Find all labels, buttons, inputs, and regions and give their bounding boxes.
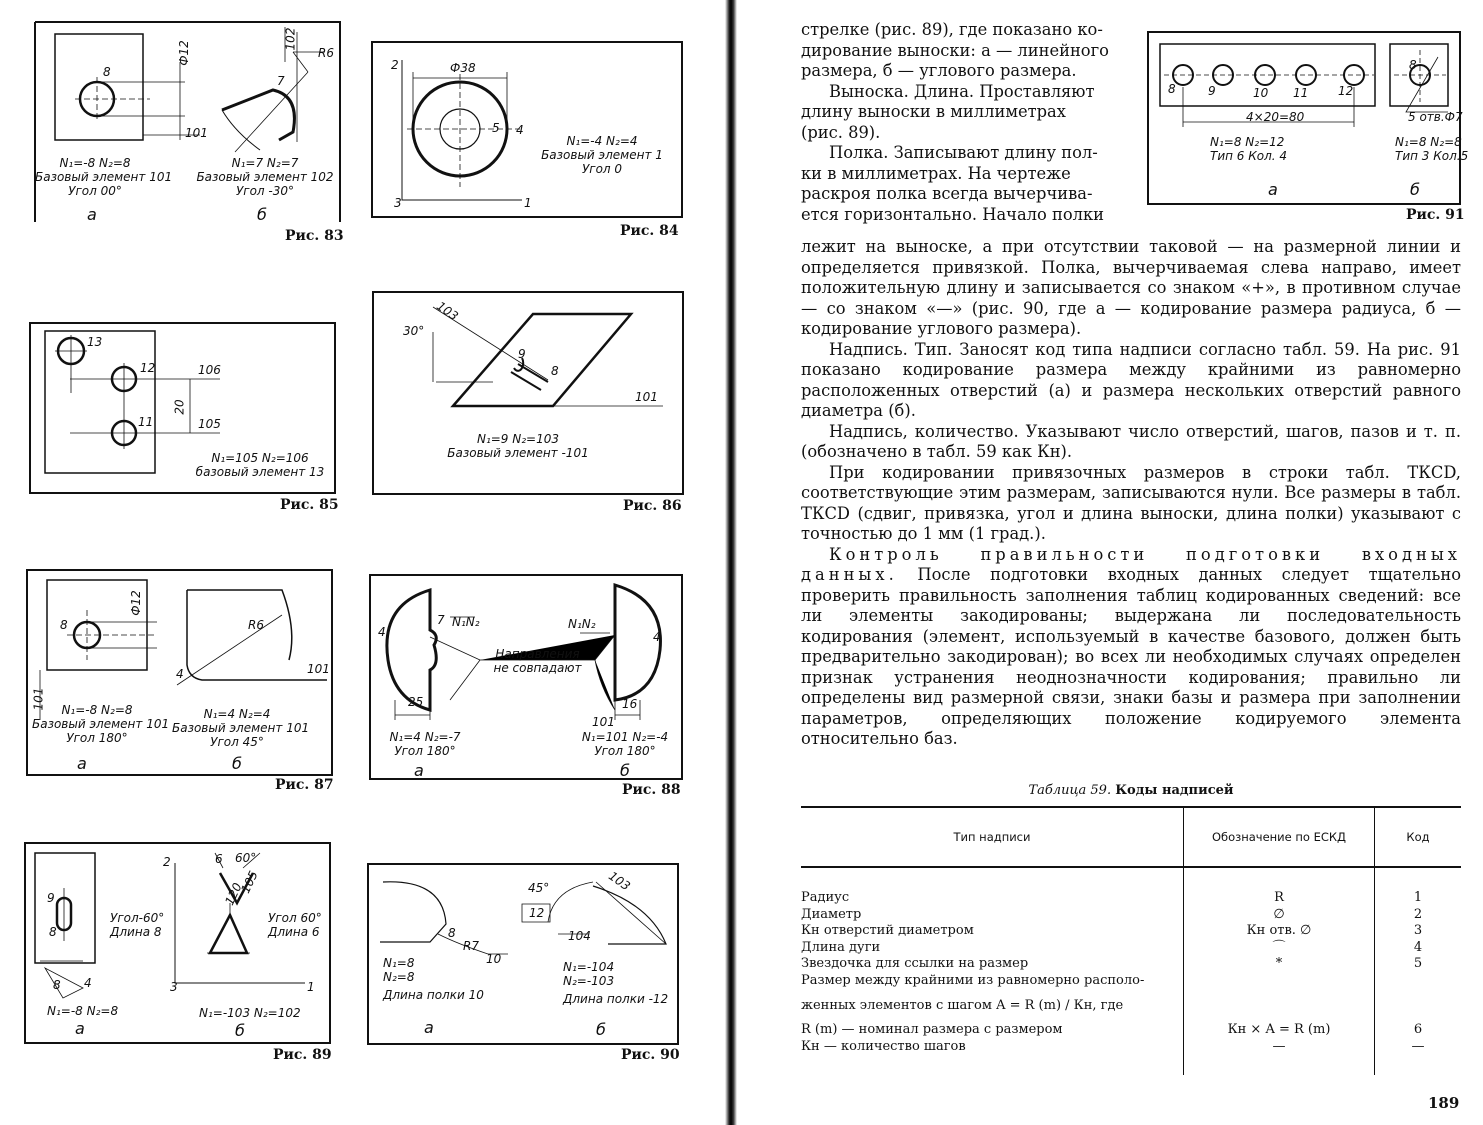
text-line: N₁=8 (383, 956, 415, 970)
figure-85 (30, 323, 342, 518)
dim-label: 4 (176, 667, 184, 681)
cell: Размер между крайними из равномерно располо- (801, 972, 1145, 988)
figure-84 (372, 42, 684, 242)
cell: 3 (1413, 923, 1423, 939)
section-heading: Контроль правильности подготовки входных данных. (801, 544, 1461, 584)
dim-label: 101 (185, 126, 208, 140)
cell: Радиус (801, 890, 850, 905)
cell: Кн отв. ∅ (1246, 923, 1312, 939)
wrapped-text-block (801, 20, 1131, 225)
figure-caption: Рис. 91 (1406, 207, 1465, 223)
text-line: ется горизонтально. Начало полки (801, 204, 1104, 224)
cell: женных элементов с шагом A = R (m) / Кн, где (801, 997, 1124, 1013)
cell: R (m) — номинал размера с размером (801, 1022, 1063, 1038)
dim-label: 7 (277, 74, 285, 88)
code-column (1375, 867, 1462, 1075)
figure-89-drawing (25, 843, 337, 1068)
dim-label: 8 (103, 65, 111, 79)
text-line: N₁=8 N₂=8 (1395, 135, 1462, 149)
figure-84-text (532, 134, 672, 176)
figure-89b-right (268, 911, 322, 939)
dim-label: 10 (486, 952, 502, 966)
cell: — (1272, 1038, 1286, 1054)
column-header: Тип надписи (801, 807, 1184, 867)
text-line: Угол-60° (110, 911, 165, 925)
sub-label-b: б (1410, 180, 1420, 199)
dim-label: 103 (434, 298, 461, 324)
dim-label: R7 (463, 939, 479, 953)
figure-89 (25, 843, 337, 1068)
dim-label: 105 (198, 417, 221, 431)
text-line: Полка. Записывают длину пол- (829, 143, 1098, 162)
text-line: размера, б — углового размера. (801, 61, 1077, 80)
table-title: Коды надписей (1115, 783, 1234, 798)
dim-label: 20 (172, 399, 187, 415)
cell: Диаметр (801, 906, 862, 922)
paragraph-kontrol-body: После подготовки входных данных следует тщательно проверить правильность заполнения таблиц кодированных сведений: все ли элементы закодированы; выдержана ли последовательность кодирования (элемент, используемый в качестве базового, должен быть предварительно закодирован); во всех ли необходимых случаях определен признак устранения неоднозначности кодирования; правильно ли определены вид размерной связи, знаки базы и размера при заполнении параметров, определяющих положение кодируемого элемента относительно баз. (801, 565, 1461, 748)
dim-label: 4×20=80 (1246, 110, 1305, 124)
text-line: Длина полки -12 (563, 992, 669, 1006)
dim-label: 101 (307, 662, 330, 676)
figure-88 (370, 575, 685, 800)
hole-label: 11 (1293, 86, 1309, 100)
text-line: Длина 6 (268, 925, 320, 939)
figure-89a-right (110, 911, 164, 939)
dim-label: 8 (49, 925, 57, 939)
hole-label: 10 (1253, 86, 1269, 100)
text-line: N₁=-8 N₂=8 (61, 703, 133, 717)
hole-label: 12 (1338, 84, 1354, 98)
text-line: Базовый элемент 102 (196, 170, 334, 184)
dim-label: 12 (529, 906, 545, 920)
figure-88a-caption (375, 730, 475, 758)
text-line: Угол 0 (581, 162, 623, 176)
text-line: Угол 180° (594, 744, 656, 758)
sub-label-a: а (1268, 180, 1278, 199)
dim-label: 8 (60, 618, 68, 632)
text-line: Базовый элемент 101 (172, 721, 310, 735)
dim-diameter: Ф12 (176, 40, 191, 66)
figure-87 (27, 570, 339, 800)
book-spine (725, 0, 737, 1125)
text-line: N₁=-8 N₂=8 (59, 156, 131, 170)
text-line: длину выноски в миллиметрах (801, 102, 1066, 121)
figure-89b-caption: N₁=-103 N₂=102 (199, 1006, 301, 1020)
type-column (801, 867, 1184, 1075)
text-line: N₁=7 N₂=7 (231, 156, 299, 170)
figure-90a-caption (383, 956, 484, 1002)
figure-90b-caption (563, 960, 668, 1006)
sub-label-a: а (87, 205, 97, 224)
figure-83a-caption (35, 156, 173, 198)
text-line: (рис. 89). (801, 122, 881, 142)
figure-caption: Рис. 87 (275, 777, 334, 793)
sub-label-b: б (257, 205, 267, 224)
text-line: ки в миллиметрах. На чертеже (801, 163, 1071, 183)
figure-caption: Рис. 88 (622, 782, 681, 798)
sub-label-a: а (75, 1019, 85, 1038)
sub-label-a: а (414, 761, 424, 780)
text-line: N₂=-103 (563, 974, 615, 988)
text-line: N₁=8 N₂=12 (1210, 135, 1285, 149)
text-line: N₁=9 N₂=103 (476, 432, 560, 446)
dim-label: 101 (592, 715, 615, 729)
figure-91 (1148, 32, 1469, 227)
cell: 4 (1413, 939, 1423, 955)
text-line: Направления (495, 647, 580, 661)
table-header-row (801, 807, 1461, 867)
dim-label: 103 (606, 868, 633, 894)
text-line: N₂=8 (383, 970, 415, 984)
cell: 6 (1413, 1022, 1423, 1038)
figure-86 (373, 292, 685, 520)
sub-label-a: а (77, 754, 87, 773)
dim-label: 106 (198, 363, 221, 377)
sub-label-b: б (596, 1020, 606, 1039)
codes-table (801, 806, 1461, 1075)
cell: Звездочка для ссылки на размер (801, 956, 1029, 972)
figure-87a-caption (32, 703, 170, 745)
hole-label: 8 (1168, 82, 1176, 96)
figure-89a-caption: N₁=-8 N₂=8 (47, 1004, 119, 1018)
text-line: не совпадают (493, 661, 582, 675)
dim-label: 120 (222, 880, 245, 908)
text-line: N₁=4 N₂=-7 (389, 730, 461, 744)
dim-label: 4 (84, 976, 92, 990)
sub-label-a: а (424, 1018, 434, 1037)
sub-label-b: б (620, 761, 630, 780)
dim-label: R6 (318, 46, 334, 60)
dim-label: 7 (437, 613, 445, 627)
paragraph-kontrol (801, 545, 1461, 750)
dim-label: R6 (248, 618, 264, 632)
page-number: 189 (1428, 1094, 1460, 1112)
dim-label: 5 отв.Ф7 (1408, 110, 1463, 124)
text-line: Угол -30° (235, 184, 295, 198)
column-header: Обозначение по ЕСКД (1184, 807, 1375, 867)
figure-87b-caption (172, 707, 310, 749)
dim-label: 4 (516, 123, 524, 137)
dim-label: 3 (394, 196, 402, 210)
hole-label: 8 (1409, 58, 1417, 72)
cell: Кн × A = R (m) (1227, 1022, 1331, 1038)
cell: * (1275, 956, 1283, 972)
cell: 1 (1413, 890, 1423, 905)
text-line: Длина 8 (110, 925, 162, 939)
figure-91b-caption (1395, 135, 1468, 163)
dim-label: 60° (235, 851, 257, 865)
dim-label: 104 (568, 929, 591, 943)
table-number: Таблица 59. (1028, 783, 1112, 798)
dim-label: 11 (138, 415, 154, 429)
cell: ∅ (1273, 906, 1285, 922)
paragraph-tip: Надпись. Тип. Заносят код типа надписи согласно табл. 59. На рис. 91 показано кодирование размера между крайними из равномерно расположенных отверстий (а) и размера нескольких отверстий равного диаметра (б). (801, 339, 1461, 420)
dim-label: 12 (140, 361, 156, 375)
text-line: N₁=4 N₂=4 (203, 707, 271, 721)
figure-caption: Рис. 85 (280, 497, 339, 513)
figure-caption: Рис. 90 (621, 1047, 680, 1063)
table-caption (801, 783, 1461, 798)
sub-label-b: б (235, 1021, 245, 1040)
paragraph-polka: лежит на выноске, а при отсутствии таковой — на размерной линии и определяется привязкой. Полка, вычерчиваемая слева направо, имеет положительную длину и записывается со знаком «+», в противном случае — со знаком «—» (рис. 90, где а — кодирование размера радиуса, б — кодирование углового размера). (801, 237, 1461, 338)
text-line: стрелке (рис. 89), где показано ко- (801, 20, 1103, 39)
text-line: Базовый элемент 101 (35, 170, 173, 184)
text-line: N₁=105 N₂=106 (211, 451, 309, 465)
dim-label: 8 (448, 926, 456, 940)
dim-diameter: Ф12 (128, 590, 143, 616)
dim-label: 4 (653, 630, 661, 644)
dim-label: N₁N₂ (568, 617, 596, 631)
figure-85-text (190, 451, 330, 479)
cell: ⌒ (1272, 939, 1286, 955)
dim-label: 101 (635, 390, 658, 404)
text-line: Угол 00° (68, 184, 122, 198)
text-line: Выноска. Длина. Проставляют (829, 81, 1095, 101)
dim-label: 25 (408, 695, 424, 709)
symbol-column (1184, 867, 1375, 1075)
dim-label: 8 (53, 978, 61, 992)
figure-caption: Рис. 86 (623, 498, 682, 514)
paragraph-tksd: При кодировании привязочных размеров в строки табл. ТКСD, соответствующие этим размерам, записываются нули. Все размеры в табл. ТКСD (сдвиг, привязка, угол и длина выноски, длина полки) указывают с точностью до 1 мм (1 град.). (801, 462, 1461, 543)
paragraph-kol: Надпись, количество. Указывают число отверстий, шагов, пазов и т. п. (обозначено в табл. 59 как Кн). (801, 421, 1461, 461)
figure-caption: Рис. 83 (285, 228, 344, 244)
figure-88b-caption (575, 730, 675, 758)
figure-91a-caption (1210, 135, 1287, 163)
dim-label: 9 (47, 891, 55, 905)
dim-label: 2 (391, 58, 399, 72)
cell: Кн отверстий диаметром (801, 923, 974, 939)
dim-label: 3 (170, 980, 178, 994)
text-line: N₁=101 N₂=-4 (581, 730, 669, 744)
cell (1184, 990, 1374, 1023)
text-line: Длина полки 10 (383, 988, 484, 1002)
text-line: Угол 180° (394, 744, 456, 758)
dim-label: 16 (622, 697, 638, 711)
figure-88-note (480, 647, 595, 675)
dim-label: 45° (528, 881, 550, 895)
dim-label: 1 (524, 196, 532, 210)
text-line: N₁=-104 (563, 960, 615, 974)
sub-label-b: б (232, 754, 242, 773)
cell: Длина дуги (801, 939, 881, 955)
figure-85-drawing (30, 323, 342, 518)
dim-label: 30° (403, 324, 425, 338)
dim-label: 105 (238, 868, 261, 896)
dim-label: 5 (492, 121, 500, 135)
dim-label: 6 (215, 852, 223, 866)
figure-83b-caption (195, 156, 335, 198)
text-line: раскроя полка всегда вычерчива- (801, 184, 1093, 203)
table-row (801, 867, 1461, 1075)
cell: — (1411, 1038, 1425, 1054)
text-line: Угол 60° (268, 911, 322, 925)
dim-label: N₁N₂ (452, 615, 480, 629)
text-line: Тип 3 Кол.5 (1395, 149, 1469, 163)
hole-label: 9 (1208, 84, 1216, 98)
text-line: Базовый элемент 101 (32, 717, 170, 731)
figure-caption: Рис. 89 (273, 1047, 332, 1063)
dim-label: 2 (163, 855, 171, 869)
cell: R (1274, 890, 1284, 905)
cell (1375, 990, 1461, 1023)
dim-label: 102 (283, 27, 298, 51)
column-header: Код (1375, 807, 1462, 867)
text-line: N₁=-4 N₂=4 (566, 134, 638, 148)
figure-86-text (433, 432, 603, 460)
cell: 2 (1413, 906, 1423, 922)
text-line: дирование выноски: а — линейного (801, 40, 1109, 60)
dim-label: 1 (307, 980, 315, 994)
dim-label: 9 (518, 347, 526, 361)
cell: 5 (1413, 956, 1423, 972)
figure-90 (368, 864, 683, 1069)
text-line: базовый элемент 13 (195, 465, 325, 479)
figure-83 (35, 22, 345, 247)
figure-caption: Рис. 84 (620, 223, 679, 239)
dim-label: 101 (31, 687, 46, 711)
cell (1184, 973, 1374, 990)
figure-87-drawing (27, 570, 339, 800)
dim-label: 8 (551, 364, 559, 378)
cell: Кн — количество шагов (801, 1038, 966, 1054)
text-line: Тип 6 Кол. 4 (1210, 149, 1288, 163)
dim-label: 13 (87, 335, 103, 349)
text-line: Базовый элемент 1 (541, 148, 663, 162)
text-line: Базовый элемент -101 (447, 446, 589, 460)
dim-label: 4 (378, 625, 386, 639)
dim-label: Ф38 (450, 61, 476, 75)
text-line: Угол 180° (66, 731, 128, 745)
body-text (801, 237, 1461, 750)
cell (1375, 973, 1461, 990)
text-line: Угол 45° (210, 735, 264, 749)
